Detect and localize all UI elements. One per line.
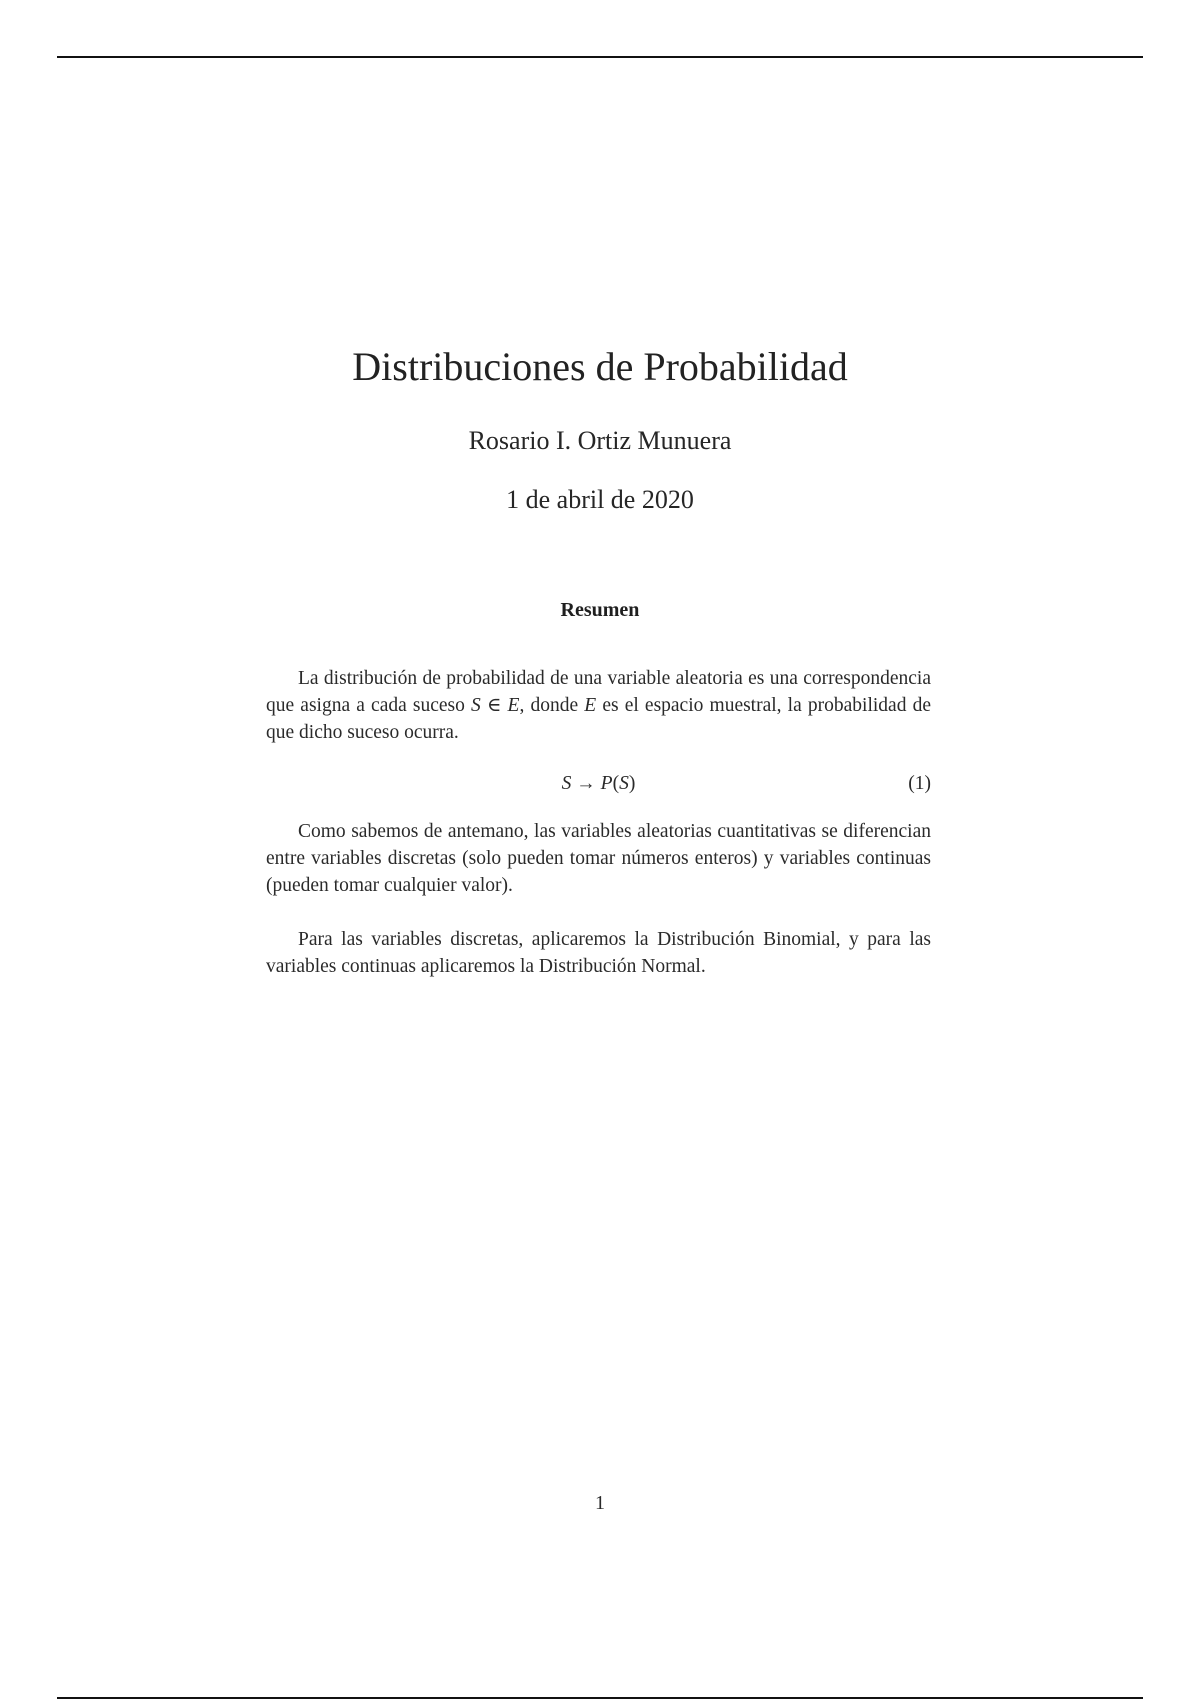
document-author: Rosario I. Ortiz Munuera [468,426,732,455]
abstract-paragraph-1 [266,665,931,746]
top-rule [57,56,1143,58]
paren-open: ( [612,773,620,794]
abstract-paragraph-2 [266,818,931,899]
page-number: 1 [595,1492,605,1514]
arrow-symbol: → [576,773,596,794]
text-run: La distribución de probabilidad de una variable aleatoria es una correspondencia que asigna a cada suceso [266,668,931,716]
paragraph-text: Para las variables discretas, aplicaremos la Distribución Binomial, y para las variables continuas aplicaremos la Distribución Normal. [266,929,931,977]
text-run: , donde [519,695,585,716]
math-inline: E [584,695,597,716]
math-inline: S ∈ E [471,695,520,716]
equation-lhs: S [561,773,572,794]
equation-body [266,770,931,798]
equation-arg: S [619,773,629,794]
text-run: es el espacio muestral, la probabilidad de que dicho suceso ocurra. [266,695,931,743]
document-date: 1 de abril de 2020 [506,485,694,514]
paragraph-text [266,665,931,746]
document-title: Distribuciones de Probabilidad [352,344,848,389]
paren-close: ) [628,773,636,794]
bottom-rule [57,1697,1143,1699]
paragraph-text: Como sabemos de antemano, las variables aleatorias cuantitativas se diferencian entre variables discretas (solo pueden tomar números enteros) y variables continuas (pueden tomar cualquier valor). [266,821,931,896]
equation-number: (1) [908,773,931,794]
equation-func: P [600,773,613,794]
equation-1 [266,770,931,798]
abstract-heading: Resumen [560,599,640,621]
abstract-paragraph-3 [266,926,931,980]
